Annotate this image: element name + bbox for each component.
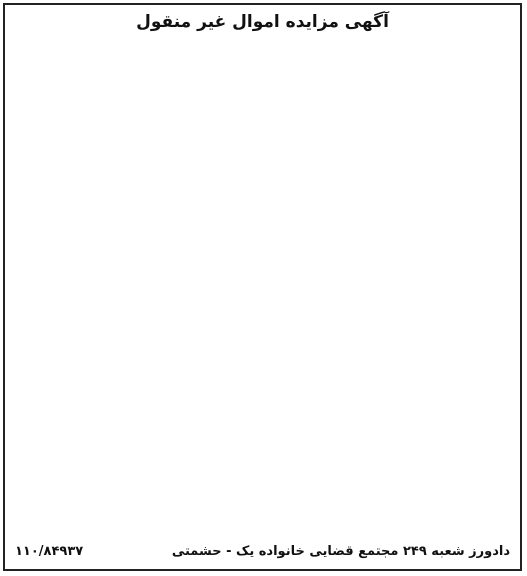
notice-signature: دادورز شعبه ۲۴۹ مجتمع قضایی خانواده یک - حشمتی [171, 544, 510, 559]
notice-body-line [11, 367, 512, 388]
notice-body-line [11, 203, 512, 224]
notice-box [3, 3, 522, 571]
notice-title: آگهی مزایده اموال غیر منقول [136, 12, 389, 32]
notice-body-line [11, 511, 512, 532]
notice-body-line [11, 265, 512, 286]
notice-body-line [11, 347, 512, 368]
notice-body-line [11, 60, 512, 81]
notice-body-line [11, 162, 512, 183]
notice-body-line [11, 490, 512, 511]
notice-body-line [11, 306, 512, 327]
notice-body-line [11, 121, 512, 142]
notice-body-line [11, 326, 512, 347]
notice-body-line [11, 429, 512, 450]
notice-body-line [11, 449, 512, 470]
notice-body-line [11, 142, 512, 163]
notice-body-line [11, 224, 512, 245]
notice-body-line [11, 388, 512, 409]
notice-body [11, 39, 512, 552]
notice-body-line [11, 408, 512, 429]
notice-body-line [11, 244, 512, 265]
notice-body-line [11, 101, 512, 122]
notice-body-line [11, 470, 512, 491]
notice-body-line [11, 39, 512, 60]
notice-body-line [11, 285, 512, 306]
notice-body-line [11, 80, 512, 101]
notice-body-line [11, 183, 512, 204]
reference-number: ۱۱۰/۸۴۹۳۷ [15, 544, 84, 559]
